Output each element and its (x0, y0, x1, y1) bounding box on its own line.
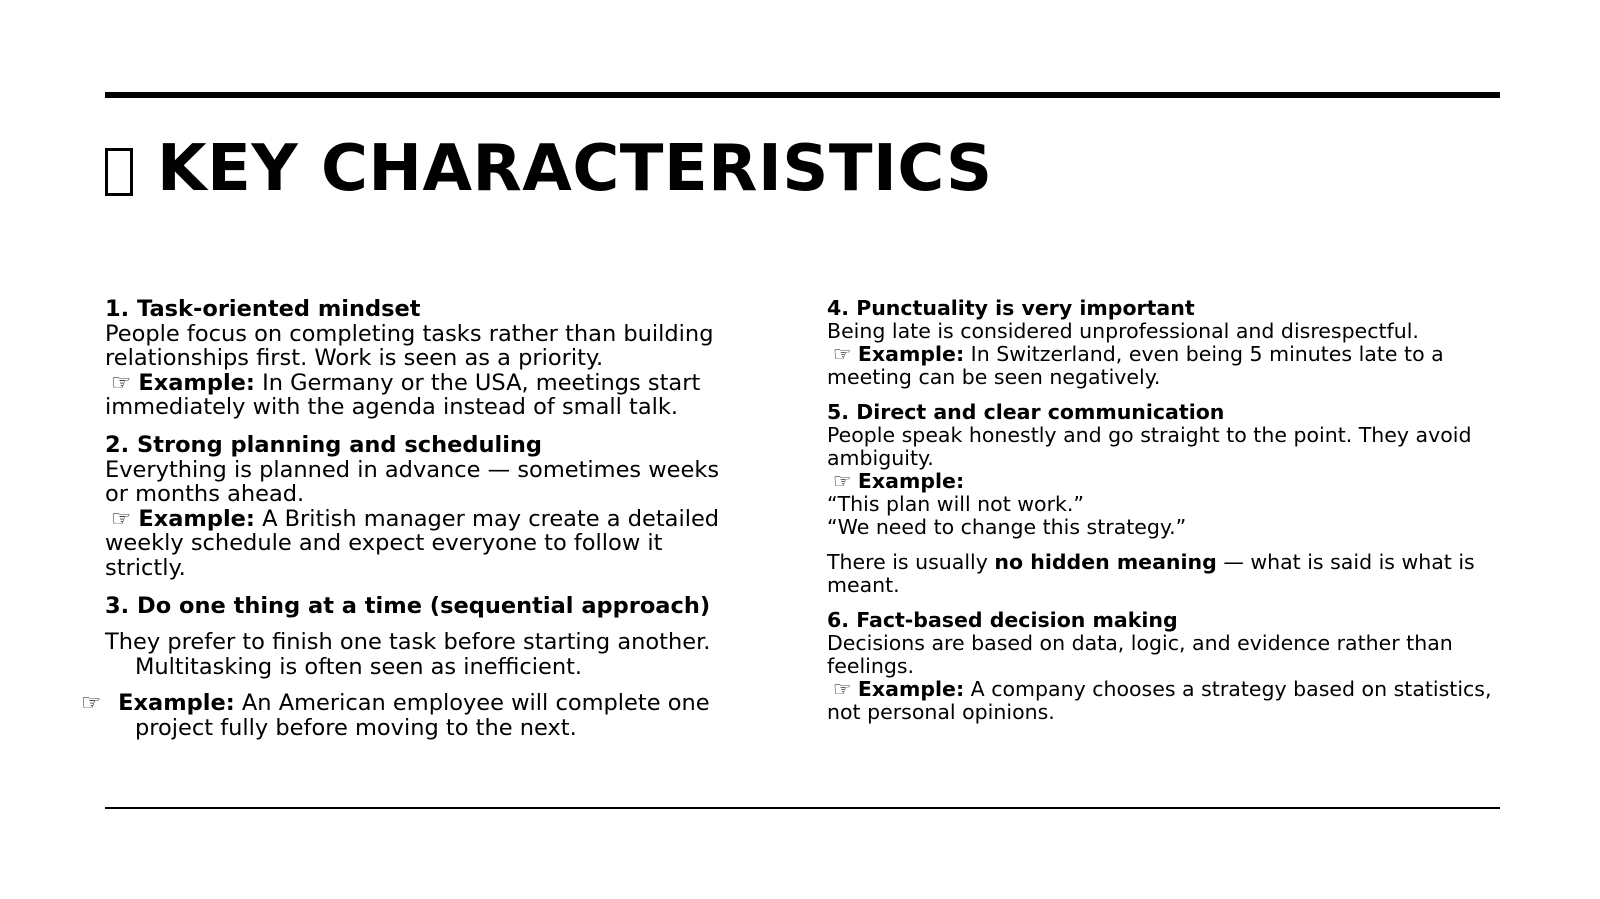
example-quote: “This plan will not work.” (827, 492, 1085, 516)
top-rule (105, 92, 1500, 98)
page-title-text: KEY CHARACTERISTICS (157, 132, 993, 206)
page-title (105, 128, 993, 210)
item-example (827, 343, 1499, 389)
item-task-oriented (105, 297, 745, 420)
right-column (827, 297, 1499, 736)
item-example: ☞ Example: An American employee will complete one project fully before moving to the next. (81, 690, 710, 741)
left-column (81, 296, 745, 754)
item-example (827, 470, 1499, 493)
example-text: In Switzerland, even being 5 minutes late to a meeting can be seen negatively. (827, 342, 1444, 389)
item-heading: 6. Fact-based decision making (827, 608, 1178, 632)
item-example (105, 371, 745, 420)
missing-glyph-icon (105, 148, 133, 196)
item-body: They prefer to finish one task before starting another. Multitasking is often seen as inefficient. (105, 629, 711, 680)
note-emphasis: no hidden meaning (994, 550, 1217, 574)
example-label: Example: (138, 369, 255, 396)
item-heading: 1. Task-oriented mindset (105, 296, 421, 322)
item-planning (105, 433, 745, 581)
example-label: Example: (857, 342, 965, 366)
item-punctuality (827, 297, 1499, 389)
item-body: Decisions are based on data, logic, and evidence rather than feelings. (827, 631, 1453, 678)
item-heading: 3. Do one thing at a time (sequential approach) (105, 592, 711, 619)
pointing-hand-icon: ☞ (833, 677, 852, 701)
item-direct-communication (827, 401, 1499, 597)
item-body: Everything is planned in advance — sometimes weeks or months ahead. (105, 456, 720, 508)
example-quote: “We need to change this strategy.” (827, 515, 1187, 539)
example-text: In Germany or the USA, meetings start immediately with the agenda instead of small talk. (105, 369, 701, 421)
example-text: An American employee will complete one project fully before moving to the next. (135, 690, 710, 741)
item-fact-based (827, 609, 1499, 724)
example-label: Example: (138, 505, 255, 532)
pointing-hand-icon: ☞ (111, 505, 132, 532)
bottom-rule (105, 807, 1500, 809)
item-note: There is usually no hidden meaning — what is said is what is meant. (827, 550, 1475, 597)
example-label: Example: (118, 690, 235, 717)
example-text: A company chooses a strategy based on statistics, not personal opinions. (827, 677, 1492, 724)
item-example (105, 507, 745, 581)
pointing-hand-icon: ☞ (111, 369, 132, 396)
item-heading: 5. Direct and clear communication (827, 400, 1225, 424)
item-body: Being late is considered unprofessional and disrespectful. (827, 319, 1419, 343)
example-label: Example: (857, 677, 965, 701)
item-heading: 2. Strong planning and scheduling (105, 431, 543, 458)
item-heading: 4. Punctuality is very important (827, 296, 1195, 320)
item-example (827, 678, 1499, 724)
pointing-hand-icon: ☞ (833, 469, 852, 493)
item-sequential (81, 592, 745, 741)
item-body: People focus on completing tasks rather than building relationships first. Work is seen as a priority. (105, 320, 714, 372)
item-body: People speak honestly and go straight to the point. They avoid ambiguity. (827, 423, 1472, 470)
example-label: Example: (857, 469, 965, 493)
example-text: A British manager may create a detailed weekly schedule and expect everyone to follow it strictly. (105, 505, 720, 581)
pointing-hand-icon: ☞ (833, 342, 852, 366)
